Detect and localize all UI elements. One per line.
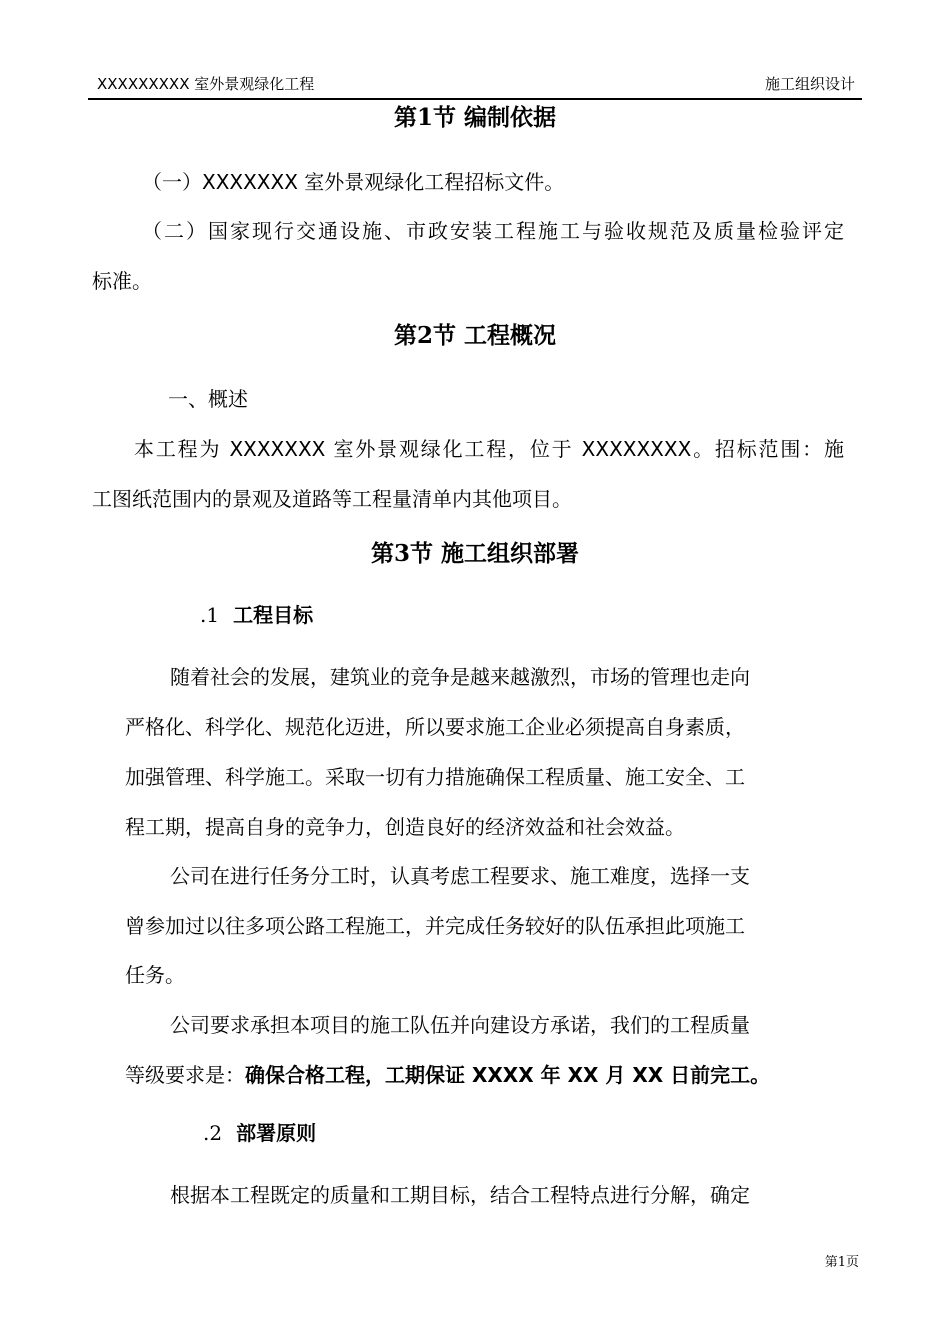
goal-paragraph-3-line-1: 公司要求承担本项目的施工队伍并向建设方承诺，我们的工程质量 — [170, 1013, 750, 1037]
subsection-1-heading — [200, 601, 313, 629]
section-1-title — [0, 101, 950, 135]
basis-item-1: （一）XXXXXXX 室外景观绿化工程招标文件。 — [142, 170, 565, 194]
quality-requirement-label: 等级要求是： — [125, 1063, 245, 1087]
section-title-number: 2 — [416, 322, 433, 349]
overview-paragraph-line-2: 工图纸范围内的景观及道路等工程量清单内其他项目。 — [92, 487, 572, 511]
goal-paragraph-1-line-2: 严格化、科学化、规范化迈进，所以要求施工企业必须提高自身素质， — [125, 715, 745, 739]
goal-paragraph-3-line-2 — [125, 1062, 770, 1088]
quality-commitment: 确保合格工程，工期保证 XXXX 年 XX 月 XX 日前完工。 — [245, 1063, 771, 1087]
section-title-mid: 节 — [433, 105, 456, 131]
section-title-text: 编制依据 — [464, 105, 557, 131]
subsection-number: .1 — [200, 603, 220, 627]
goal-paragraph-1-line-4: 程工期，提高自身的竞争力，创造良好的经济效益和社会效益。 — [125, 815, 685, 839]
subsection-title: 部署原则 — [236, 1121, 317, 1145]
page-number: 第1页 — [824, 1255, 859, 1270]
goal-paragraph-2-line-1: 公司在进行任务分工时，认真考虑工程要求、施工难度，选择一支 — [170, 864, 750, 888]
subsection-number: .2 — [203, 1121, 223, 1145]
goal-paragraph-1-line-1: 随着社会的发展，建筑业的竞争是越来越激烈，市场的管理也走向 — [170, 665, 750, 689]
section-title-number: 3 — [393, 540, 410, 567]
running-header-doc-type: 施工组织设计 — [764, 75, 855, 93]
overview-heading: 一、概述 — [168, 387, 248, 411]
section-title-prefix: 第 — [370, 541, 394, 567]
basis-item-2-line-2: 标准。 — [92, 269, 152, 293]
header-divider — [88, 98, 862, 100]
subsection-2-heading — [203, 1119, 316, 1147]
running-header-title: XXXXXXXXX 室外景观绿化工程 — [97, 75, 315, 93]
section-title-mid: 节 — [433, 323, 456, 349]
section-title-prefix: 第 — [393, 323, 417, 349]
section-3-title — [0, 537, 950, 571]
goal-paragraph-1-line-3: 加强管理、科学施工。采取一切有力措施确保工程质量、施工安全、工 — [125, 765, 745, 789]
overview-paragraph-line-1: 本工程为 XXXXXXX 室外景观绿化工程，位于 XXXXXXXX。招标范围：施 — [134, 437, 844, 461]
section-title-prefix: 第 — [393, 105, 417, 131]
goal-paragraph-2-line-2: 曾参加过以往多项公路工程施工，并完成任务较好的队伍承担此项施工 — [125, 914, 745, 938]
section-title-text: 施工组织部署 — [441, 541, 580, 567]
section-title-number: 1 — [416, 104, 433, 131]
principle-paragraph-line-1: 根据本工程既定的质量和工期目标，结合工程特点进行分解，确定 — [170, 1183, 750, 1207]
section-title-text: 工程概况 — [464, 323, 557, 349]
section-title-mid: 节 — [410, 541, 433, 567]
basis-item-2-line-1: （二）国家现行交通设施、市政安装工程施工与验收规范及质量检验评定 — [142, 219, 844, 243]
goal-paragraph-2-line-3: 任务。 — [125, 963, 185, 987]
subsection-title: 工程目标 — [233, 603, 314, 627]
section-2-title — [0, 319, 950, 353]
